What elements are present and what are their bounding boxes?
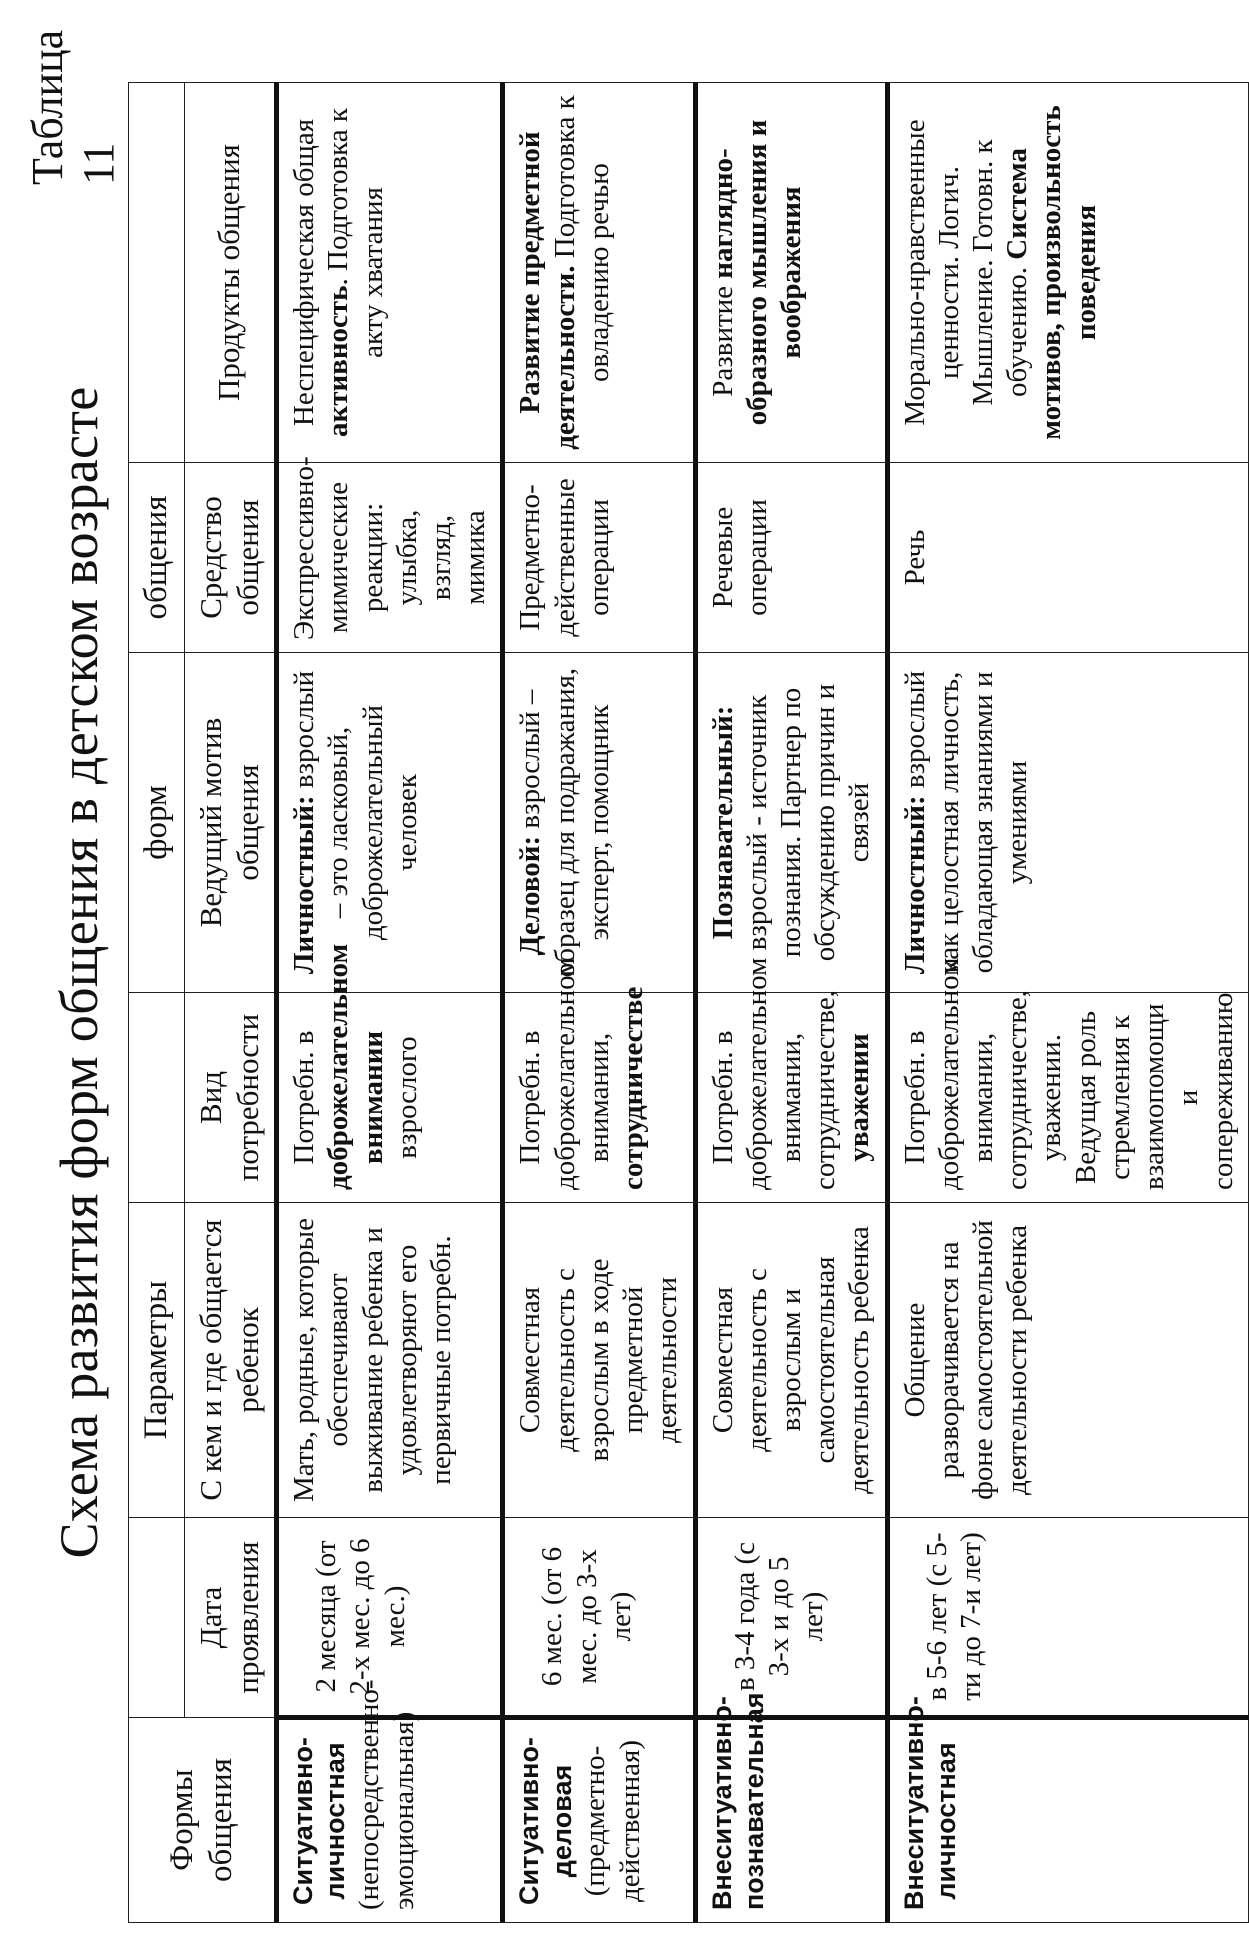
table-row — [695, 83, 887, 1923]
need-cell: Потребн. в доброжелательном внимании, сотрудничестве — [503, 993, 695, 1203]
header-forms: Формы общения — [129, 1718, 277, 1923]
date-cell: 6 мес. (от 6 мес. до 3-х лет) — [503, 1518, 695, 1718]
header-row-columns — [184, 83, 276, 1923]
motive-cell: Личностный: взрослый – это ласковый, доброжелательный человек — [277, 653, 503, 993]
with-whom-cell: Мать, родные, которые обеспечивают выживание ребенка и удовлетворяют его первичные потребн. — [277, 1203, 503, 1518]
header-row-top — [129, 83, 185, 1923]
column-header-with-whom: С кем и где общается ребенок — [184, 1203, 276, 1518]
with-whom-cell: Общение разворачивается на фоне самостоятельной деятельности ребенка — [887, 1203, 1248, 1518]
date-cell: 2 месяца (от 2-х мес. до 6 мес.) — [277, 1518, 503, 1718]
with-whom-cell: Совместная деятельность с взрослым в ходе предметной деятельности — [503, 1203, 695, 1518]
means-cell: Речевые операции — [695, 463, 887, 653]
header-parameters-3 — [129, 993, 185, 1203]
need-cell: Потребн. в доброжелательном внимании, сотрудничестве, уважении. Ведущая роль стремления к взаимопомощи и сопереживанию — [887, 993, 1248, 1203]
header-parameters-6 — [129, 83, 185, 463]
form-name-cell — [503, 1718, 695, 1923]
means-cell: Предметно-действенные операции — [503, 463, 695, 653]
date-cell: в 5-6 лет (с 5-ти до 7-и лет) — [887, 1518, 1248, 1718]
form-name-cell — [887, 1696, 1248, 1923]
column-header-need: Вид потребности — [184, 993, 276, 1203]
form-name: Внеситуативно-познавательная — [706, 1692, 769, 1910]
motive-cell: Личностный: взрослый как целостная личность, обладающая знаниями и умениями — [887, 653, 1248, 993]
means-cell: Экспрессивно-мимические реакции: улыбка, взгляд, мимика — [277, 463, 503, 653]
means-cell: Речь — [887, 463, 1248, 653]
column-header-means: Средство общения — [184, 463, 276, 653]
page-title: Схема развития форм общения в детском возрасте — [49, 386, 109, 1559]
products-cell: Развитие наглядно-образного мышления и воображения — [695, 83, 887, 463]
form-note: (непосредственно-эмоциональная) — [352, 1679, 420, 1910]
table-caption: Таблица 11 — [23, 29, 123, 185]
table-row — [277, 83, 503, 1923]
form-name-cell — [695, 1692, 887, 1923]
form-note: (предметно-действенная) — [579, 1740, 646, 1902]
motive-cell: Познавательный: взрослый - источник познания. Партнер по обсуждению причин и связей — [695, 653, 887, 993]
products-cell: Неспецифическая общая активность. Подготовка к акту хватания — [277, 83, 503, 463]
header-parameters-5: общения — [129, 463, 185, 653]
date-cell: в 3-4 года (с 3-х и до 5 лет) — [695, 1518, 887, 1718]
communication-forms-table — [128, 82, 1249, 1923]
column-header-motive: Ведущий мотив общения — [184, 653, 276, 993]
form-name: Ситуативно-деловая — [514, 1737, 577, 1905]
column-header-date: Дата проявления — [184, 1518, 276, 1718]
table-row — [503, 83, 695, 1923]
need-cell: Потребн. в доброжелательном внимании взрослого — [277, 993, 503, 1203]
motive-cell: Деловой: взрослый – образец для подражания, эксперт, помощник — [503, 653, 695, 993]
products-cell: Развитие предметной деятельности. Подготовка к овладению речью — [503, 83, 695, 463]
form-name-cell — [277, 1679, 503, 1923]
products-cell: Морально-нравственные ценности. Логич. Мышление. Готовн. к обучению. Система мотивов, произвольность поведения — [887, 83, 1248, 463]
header-parameters-1 — [129, 1518, 185, 1718]
column-header-products: Продукты общения — [184, 83, 276, 463]
need-cell: Потребн. в доброжелательном внимании, сотрудничестве, уважении — [695, 993, 887, 1203]
header-parameters-4: форм — [129, 653, 185, 993]
form-name: Внеситуативно-личностная — [898, 1696, 961, 1910]
header-parameters-2: Параметры — [129, 1203, 185, 1518]
form-name: Ситуативно-личностная — [288, 1737, 351, 1905]
with-whom-cell: Совместная деятельность с взрослым и самостоятельная деятельность ребенка — [695, 1203, 887, 1518]
table-row — [887, 83, 1248, 1923]
